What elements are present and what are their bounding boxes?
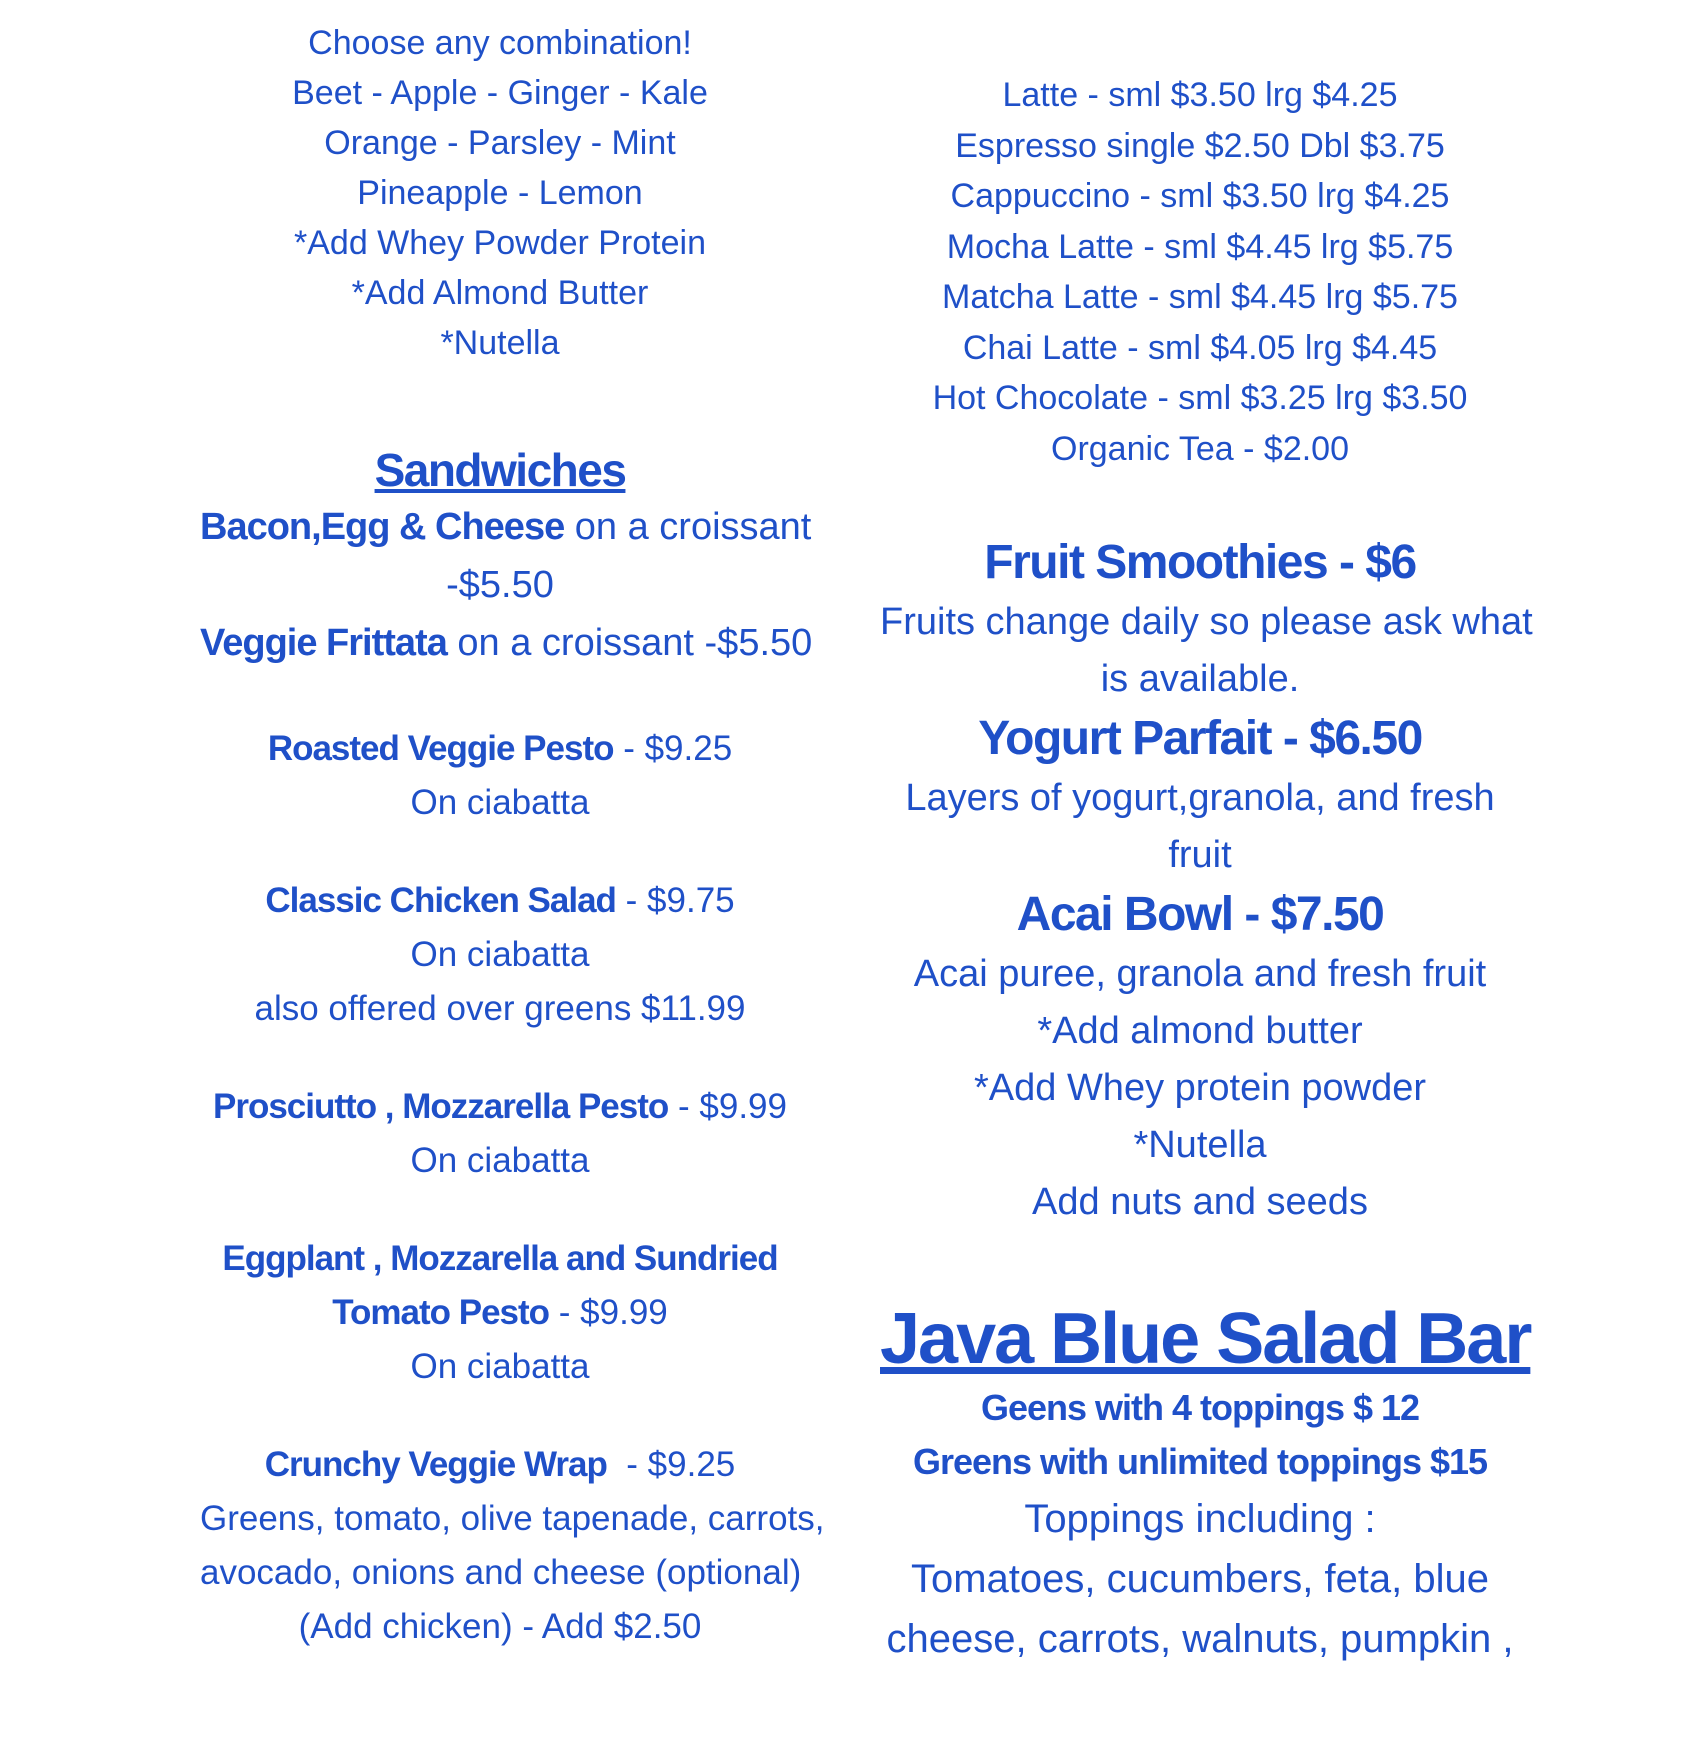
item-name: Prosciutto , Mozzarella Pesto — [213, 1087, 669, 1126]
menu-item-eggplant-mozzarella — [200, 1232, 800, 1394]
menu-item-prosciutto-mozzarella — [200, 1080, 800, 1188]
salad-bar-heading: Java Blue Salad Bar — [880, 1299, 1531, 1379]
menu-item-veggie-frittata — [200, 614, 813, 672]
coffee-item: Hot Chocolate - sml $3.25 lrg $3.50 — [932, 379, 1468, 417]
left-column — [200, 0, 825, 1654]
item-note: also offered over greens $11.99 — [254, 989, 746, 1028]
juice-addon: *Nutella — [440, 324, 560, 362]
smoothies-section — [880, 532, 1533, 708]
item-price: - $9.99 — [549, 1293, 668, 1332]
item-price: -$5.50 — [446, 564, 554, 606]
parfait-heading: Yogurt Parfait - $6.50 — [978, 712, 1422, 765]
item-description: on a croissant -$5.50 — [446, 622, 813, 664]
parfait-section — [880, 708, 1520, 884]
item-price: - $9.25 — [606, 1445, 736, 1484]
juice-addon: *Add Whey Powder Protein — [294, 224, 706, 262]
smoothies-heading: Fruit Smoothies - $6 — [984, 536, 1416, 589]
item-price: - $9.99 — [668, 1087, 787, 1126]
coffee-item: Organic Tea - $2.00 — [1051, 429, 1349, 468]
smoothies-description: is available. — [1100, 658, 1300, 700]
toppings-list: cheese, carrots, walnuts, pumpkin , — [886, 1617, 1514, 1661]
coffee-item: Mocha Latte - sml $4.45 lrg $5.75 — [946, 227, 1454, 266]
sandwiches-heading: Sandwiches — [374, 444, 626, 496]
item-price: - $9.25 — [613, 729, 733, 768]
item-name: Tomato Pesto — [332, 1293, 550, 1332]
item-name: Crunchy Veggie Wrap — [264, 1445, 607, 1484]
acai-addon: *Add almond butter — [1037, 1010, 1363, 1052]
item-name: Classic Chicken Salad — [265, 881, 616, 920]
item-description: Greens, tomato, olive tapenade, carrots, — [200, 1499, 825, 1538]
salad-option: Geens with 4 toppings $ 12 — [980, 1387, 1420, 1428]
menu-item-roasted-veggie-pesto — [200, 722, 800, 830]
juice-line: Orange - Parsley - Mint — [324, 124, 676, 162]
toppings-label: Toppings including : — [1024, 1497, 1376, 1541]
menu-item-crunchy-veggie-wrap — [200, 1438, 825, 1654]
menu-item-classic-chicken-salad — [200, 874, 800, 1036]
item-bread: On ciabatta — [410, 935, 590, 974]
item-bread: On ciabatta — [410, 1141, 590, 1180]
menu-item-bacon-egg-cheese — [200, 498, 812, 614]
item-description: avocado, onions and cheese (optional) — [200, 1553, 802, 1592]
juice-line: Pineapple - Lemon — [357, 174, 643, 212]
acai-section — [880, 884, 1520, 1231]
acai-heading: Acai Bowl - $7.50 — [1016, 888, 1384, 941]
right-column — [880, 0, 1533, 1669]
toppings-list: Tomatoes, cucumbers, feta, blue — [910, 1557, 1490, 1601]
coffee-item: Chai Latte - sml $4.05 lrg $4.45 — [962, 328, 1438, 367]
salad-bar-section — [880, 1297, 1531, 1669]
salad-option: Greens with unlimited toppings $15 — [912, 1441, 1488, 1482]
item-description: (Add chicken) - Add $2.50 — [298, 1607, 702, 1646]
acai-addon: Add nuts and seeds — [1032, 1181, 1368, 1223]
acai-description: Acai puree, granola and fresh fruit — [913, 953, 1487, 995]
item-name: Eggplant , Mozzarella and Sundried — [222, 1239, 778, 1278]
coffee-section — [880, 0, 1520, 474]
juice-line: Beet - Apple - Ginger - Kale — [292, 74, 708, 112]
juice-addon: *Add Almond Butter — [351, 274, 649, 312]
parfait-description: Layers of yogurt,granola, and fresh — [905, 777, 1495, 819]
parfait-description: fruit — [1168, 834, 1232, 876]
juice-section — [200, 0, 800, 368]
coffee-item: Matcha Latte - sml $4.45 lrg $5.75 — [942, 278, 1458, 316]
item-bread: On ciabatta — [410, 783, 590, 822]
item-description: on a croissant — [564, 506, 812, 548]
smoothies-description: Fruits change daily so please ask what — [880, 601, 1533, 643]
acai-addon: *Add Whey protein powder — [973, 1067, 1427, 1109]
item-name: Veggie Frittata — [200, 622, 447, 664]
acai-addon: *Nutella — [1133, 1124, 1267, 1166]
coffee-item: Latte - sml $3.50 lrg $4.25 — [1002, 76, 1398, 114]
item-price: - $9.75 — [615, 881, 735, 920]
item-name: Bacon,Egg & Cheese — [200, 506, 565, 548]
item-bread: On ciabatta — [410, 1347, 590, 1386]
coffee-item: Espresso single $2.50 Dbl $3.75 — [955, 126, 1445, 165]
coffee-item: Cappuccino - sml $3.50 lrg $4.25 — [950, 177, 1450, 215]
juice-heading: Choose any combination! — [308, 24, 692, 62]
item-name: Roasted Veggie Pesto — [267, 729, 614, 768]
